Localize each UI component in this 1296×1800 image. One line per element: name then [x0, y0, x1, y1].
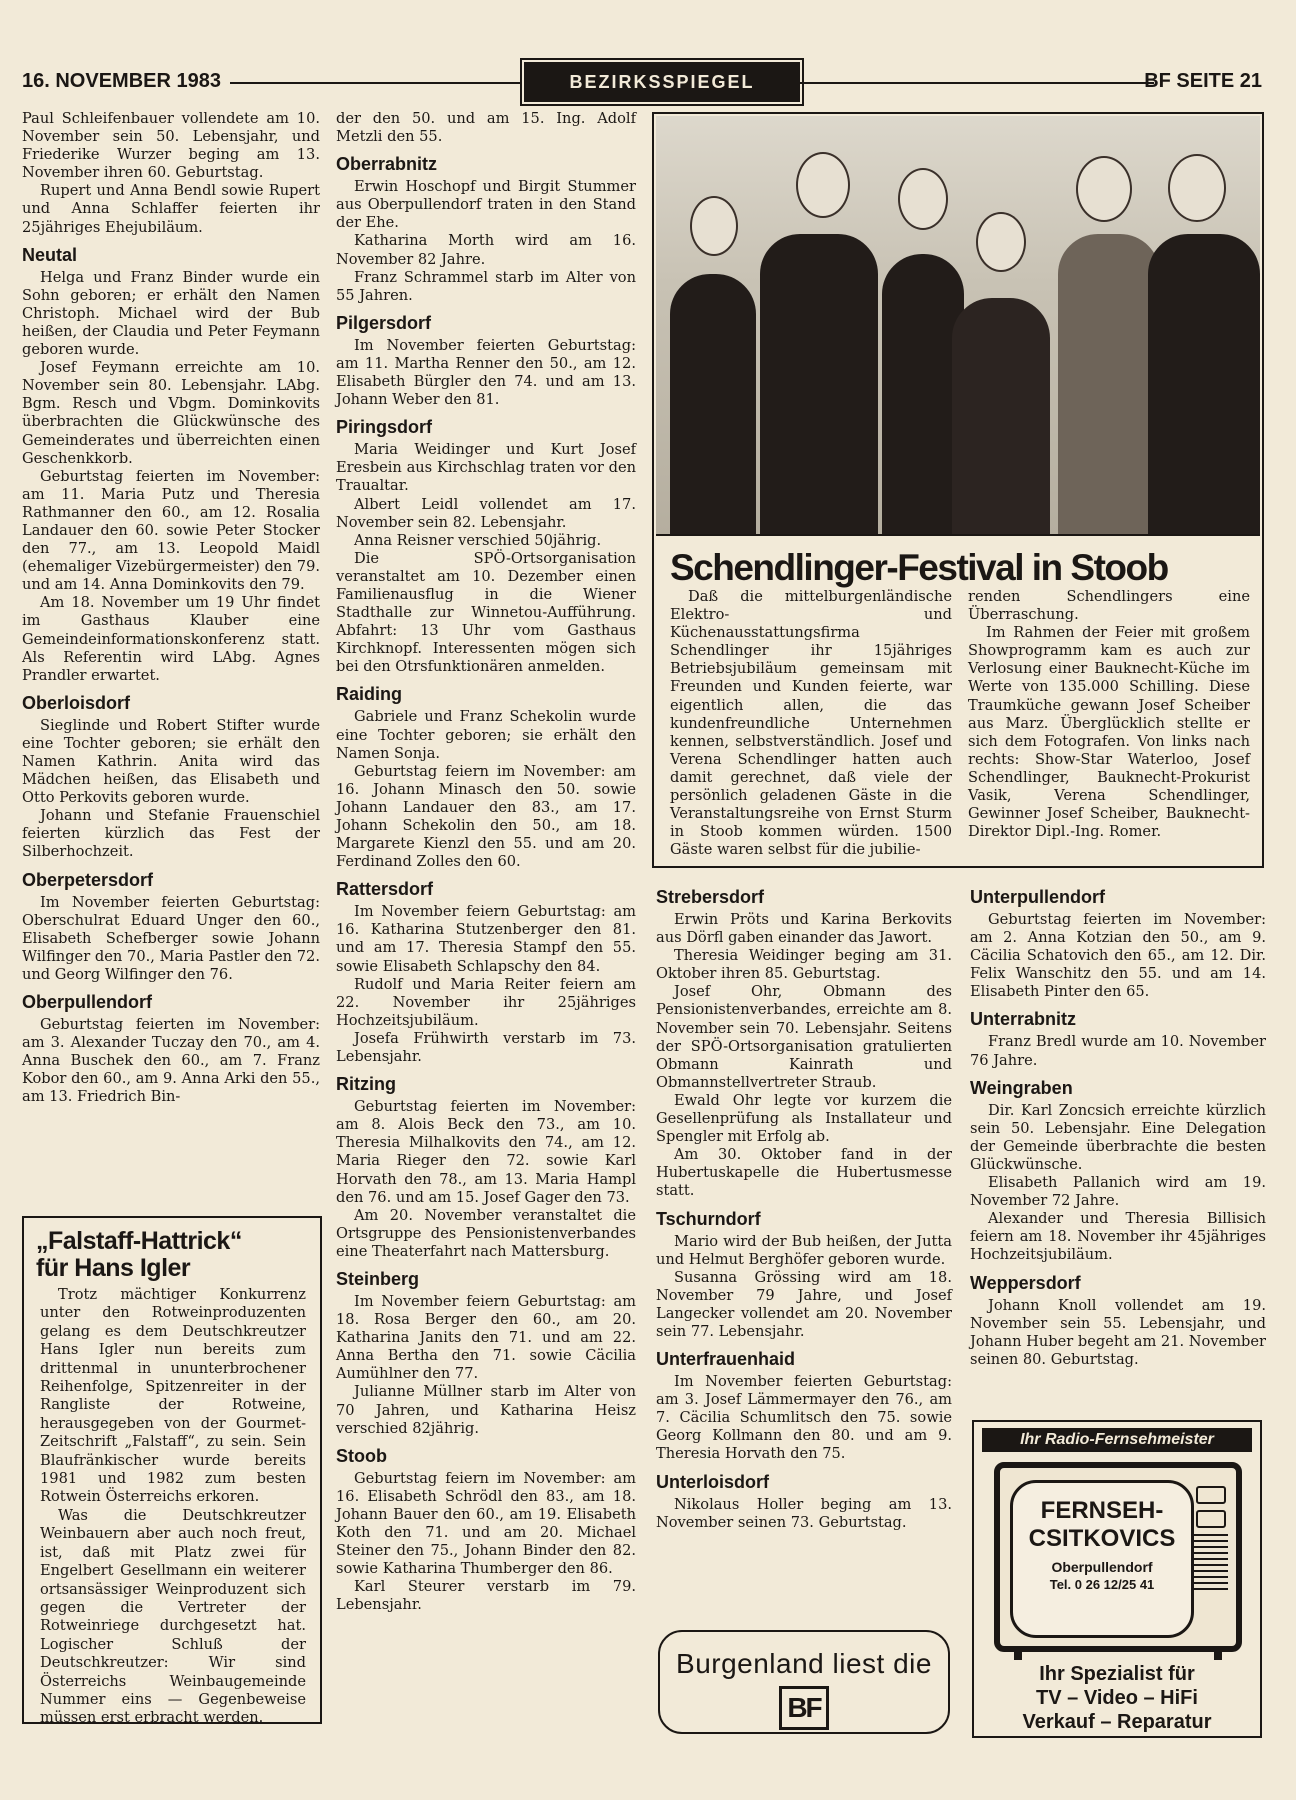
- photo-person: [1148, 234, 1260, 534]
- shop-name-line2: CSITKOVICS: [1028, 1525, 1176, 1552]
- paragraph: Josef Ohr, Obmann des Pensionistenverbandes, erreichte am 8. November sein 70. Lebensjahr. Seitens der SPÖ-Ortsorganisation gratulierten Obmann Kainrath und Obmannstellvertreter Straub.: [656, 983, 952, 1091]
- falstaff-headline-line2: für Hans Igler: [36, 1254, 191, 1282]
- tv-leg: [1014, 1650, 1022, 1660]
- paragraph: Erwin Pröts und Karina Berkovits aus Dörfl gaben einander das Jawort.: [656, 911, 952, 947]
- paragraph: Am 20. November veranstaltet die Ortsgruppe des Pensionistenverbandes eine Theaterfahrt nach Mattersburg.: [336, 1206, 636, 1260]
- paragraph: renden Schendlingers eine Überraschung.: [968, 588, 1250, 624]
- paragraph: Die SPÖ-Ortsorganisation veranstaltet am 10. Dezember einen Familienausflug in die Wiener Stadthalle zur Winnetou-Aufführung. Abfahrt: 13 Uhr vom Gasthaus Kirchknopf. Interessenten mögen sich bei den Otrsfunktionären anmelden.: [336, 549, 636, 676]
- paragraph: Johann Knoll vollendet am 19. November sein 55. Lebensjahr, und Johann Huber begeht am 21. November seinen 80. Geburtstag.: [970, 1296, 1267, 1368]
- bf-ad-text: Burgenland liest die: [676, 1648, 932, 1679]
- heading-unterloisdorf: Unterloisdorf: [656, 1471, 770, 1492]
- paragraph: Josef Feymann erreichte am 10. November sein 80. Lebensjahr. LAbg. Bgm. Resch und Vbgm. Dominkovits überbrachten die Glückwünsche des Gemeinderates und überreichten einen Geschenkkorb.: [22, 359, 320, 467]
- heading-piringsdorf: Piringsdorf: [336, 417, 433, 438]
- photo-face: [898, 168, 948, 230]
- tv-shop-advertisement: [972, 1420, 1262, 1738]
- paragraph: Helga und Franz Binder wurde ein Sohn geboren; er erhält den Namen Christoph. Michael wird der Bub heißen, der Claudia und Peter Feymann geboren wurde.: [22, 268, 320, 359]
- photo-person: [1058, 234, 1160, 534]
- header-rule-right: [798, 82, 1154, 84]
- paragraph: Im November feiern Geburtstag: am 16. Katharina Stutzenberger den 81. und am 17. Theresia Stampf den 55. sowie Elisabeth Schlapschy den 84.: [336, 903, 636, 975]
- issue-date: 16. NOVEMBER 1983: [22, 70, 221, 92]
- paragraph: Erwin Hoschopf und Birgit Stummer aus Oberpullendorf traten in den Stand der Ehe.: [336, 178, 636, 232]
- paragraph: Daß die mittelburgenländische Elektro- und Küchenausstattungsfirma Schendlinger ihr 15jähriges Betriebsjubiläum gemeinsam mit Freunden und Kunden feierte, war eigentlich allen, die das kundenfreundliche Unternehmen kennen, selbstverständlich. Josef und Verena Schendlinger hatten auch damit gerechnet, daß viele der persönlich geladenen Gäste in die Veranstaltungsreihe von Ernst Sturm in Stoob kommen würden. 1500 Gäste waren selbst für die jubilie-: [670, 588, 952, 859]
- paragraph: Theresia Weidinger beging am 31. Oktober ihren 85. Geburtstag.: [656, 947, 952, 983]
- photo-face: [796, 152, 850, 218]
- section-badge: BEZIRKSSPIEGEL: [524, 62, 800, 102]
- page-header: [22, 62, 1262, 104]
- tv-ad-banner: Ihr Radio-Fernsehmeister: [982, 1428, 1252, 1452]
- paragraph: Elisabeth Pallanich wird am 19. November 72 Jahre.: [970, 1174, 1266, 1210]
- falstaff-article-box: [22, 1216, 322, 1727]
- heading-unterpullendorf: Unterpullendorf: [970, 887, 1105, 907]
- column-1: [22, 110, 320, 1107]
- paragraph: Im November feierten Geburtstag: am 11. Martha Renner den 50., am 12. Elisabeth Bürgler den 74. und am 13. Johann Weber den 81.: [336, 336, 636, 409]
- falstaff-body: [24, 1286, 320, 1728]
- tv-ad-slogan-line1: Ihr Spezialist für: [1039, 1663, 1195, 1685]
- paragraph: Gabriele und Franz Schekolin wurde eine Tochter geboren; sie erhält den Namen Sonja.: [336, 708, 636, 762]
- photo-face: [1168, 154, 1226, 222]
- tv-knob-icon: [1196, 1486, 1226, 1504]
- paragraph: Geburtstag feiern im November: am 16. Johann Minasch den 50. sowie Johann Landauer den 83., am 17. Johann Schekolin den 50., am 18. Margarete Kienzl den 55. und am 20. Ferdinand Zolles den 60.: [336, 762, 636, 871]
- photo-person: [670, 274, 756, 534]
- tv-leg: [1214, 1650, 1222, 1660]
- tv-ad-slogan-line3: Verkauf – Reparatur: [1022, 1711, 1212, 1733]
- paragraph: Julianne Müllner starb im Alter von 70 Jahren, und Katharina Heisz verschied 82jährig.: [336, 1383, 636, 1437]
- heading-weingraben: Weingraben: [970, 1077, 1073, 1098]
- paragraph: Sieglinde und Robert Stifter wurde eine Tochter geboren; sie erhält den Namen Kathrin. Anita wird das Mädchen heißen, das Elisabeth und Otto Perkovits geboren wurde.: [22, 716, 320, 807]
- paragraph: Im November feiern Geburtstag: am 18. Rosa Berger den 60., am 20. Katharina Janits den 71. und am 22. Anna Bertha den 71. sowie Cäcilia Aumühlner den 77.: [336, 1292, 636, 1383]
- paragraph: Geburtstag feierten im November: am 2. Anna Kotzian den 50., am 9. Cäcilia Schatovich den 65., am 12. Dir. Felix Wanschitz den 55. und am 14. Elisabeth Pinter den 65.: [970, 911, 1266, 1001]
- bf-logo: BF: [779, 1686, 829, 1730]
- paragraph: Nikolaus Holler beging am 13. November seinen 73. Geburtstag.: [656, 1495, 952, 1531]
- falstaff-headline: [36, 1228, 320, 1282]
- tv-ad-slogan: [974, 1662, 1260, 1734]
- photo-person: [760, 234, 878, 534]
- paragraph: Dir. Karl Zoncsich erreichte kürzlich sein 50. Lebensjahr. Eine Delegation der Gemeinde überbrachte die besten Glückwünsche.: [970, 1101, 1266, 1173]
- paragraph: Albert Leidl vollendet am 17. November sein 82. Lebensjahr.: [336, 495, 636, 531]
- paragraph: Geburtstag feiern im November: am 16. Elisabeth Schrödl den 83., am 18. Johann Bauer den 60., am 19. Elisabeth Koth den 71. und am 20. Michael Steiner den 75., Johann Binder den 82. sowie Katharina Thumberger den 86.: [336, 1469, 636, 1578]
- tv-controls: [1194, 1482, 1228, 1590]
- paragraph: Geburtstag feierten im November: am 11. Maria Putz und Theresia Rathmanner den 60., am 12. Rosalia Landauer den 60. sowie Peter Stocker den 77., am 13. Leopold Maidl (ehemaliger Vizebürgermeister) den 79. und am 14. Anna Dominkovits den 79.: [22, 467, 320, 594]
- shop-phone: Tel. 0 26 12/25 41: [1049, 1577, 1155, 1592]
- paragraph: Ewald Ohr legte vor kurzem die Gesellenprüfung als Installateur und Spengler mit Erfolg ab.: [656, 1091, 952, 1146]
- tv-speaker-grille: [1194, 1534, 1228, 1590]
- paragraph: Johann und Stefanie Frauenschiel feierten kürzlich das Fest der Silberhochzeit.: [22, 807, 320, 861]
- paragraph: Geburtstag feierten im November: am 8. Alois Beck den 73., am 10. Theresia Milhalkovits den 74., am 12. Maria Rieger den 72. sowie Karl Horvath den 78., am 13. Maria Hampl den 76. und am 15. Josef Gager den 73.: [336, 1098, 636, 1206]
- festival-headline: Schendlinger-Festival in Stoob: [670, 547, 1168, 588]
- heading-unterfrauenhaid: Unterfrauenhaid: [656, 1349, 796, 1370]
- festival-column-a: [670, 588, 952, 859]
- paragraph: Im November feierten Geburtstag: am 3. Josef Lämmermayer den 76., am 7. Cäcilia Schumlitsch den 75. sowie Georg Kollmann den 80. und am 9. Theresia Horvath den 75.: [656, 1373, 952, 1463]
- paragraph: Mario wird der Bub heißen, der Jutta und Helmut Berghöfer geboren wurde.: [656, 1232, 952, 1268]
- photo-person: [952, 298, 1050, 534]
- shop-name-line1: FERNSEH-: [1040, 1497, 1164, 1524]
- heading-weppersdorf: Weppersdorf: [970, 1272, 1081, 1293]
- column-3: [656, 886, 952, 1532]
- paragraph: Am 18. November um 19 Uhr findet im Gasthaus Klauber eine Gemeindeinformationskonferenz statt. Als Referentin wird LAbg. Agnes Prandler erwartet.: [22, 594, 320, 684]
- heading-tschurndorf: Tschurndorf: [656, 1208, 761, 1229]
- paragraph: Franz Bredl wurde am 10. November 76 Jahre.: [970, 1033, 1266, 1069]
- paragraph: Alexander und Theresia Billisich feiern am 18. November ihr 45jähriges Hochzeitsjubiläum.: [970, 1210, 1266, 1264]
- festival-text: [652, 536, 1264, 594]
- tv-screen: [1010, 1480, 1194, 1638]
- photo-face: [690, 196, 738, 256]
- paragraph: Im Rahmen der Feier mit großem Showprogramm kam es auch zur Verlosung einer Bauknecht-Küche im Werte von 135.000 Schilling. Diese Traumküche gewann Josef Scheiber aus Marz. Überglücklich stellte er sich dem Fotografen. Von links nach rechts: Show-Star Waterloo, Josef Schendlinger, Bauknecht-Prokurist Vasik, Verena Schendlinger, Gewinner Josef Scheiber, Bauknecht-Direktor Dipl.-Ing. Romer.: [968, 624, 1250, 841]
- heading-oberloisdorf: Oberloisdorf: [22, 692, 131, 713]
- heading-oberpetersdorf: Oberpetersdorf: [22, 869, 154, 890]
- paragraph: Am 30. Oktober fand in der Hubertuskapelle die Hubertusmesse statt.: [656, 1146, 952, 1200]
- shop-town: Oberpullendorf: [1051, 1559, 1153, 1575]
- paragraph: Maria Weidinger und Kurt Josef Eresbein aus Kirchschlag traten vor den Traualtar.: [336, 441, 636, 495]
- television-icon: [994, 1462, 1242, 1652]
- paragraph: Susanna Grössing wird am 18. November 79 Jahre, und Josef Langecker vollendet am 20. November sein 77. Lebensjahr.: [656, 1268, 952, 1340]
- paragraph: Katharina Morth wird am 16. November 82 Jahre.: [336, 232, 636, 268]
- festival-column-b: [968, 588, 1250, 841]
- heading-strebersdorf: Strebersdorf: [656, 887, 765, 907]
- heading-stoob: Stoob: [336, 1445, 387, 1466]
- paragraph: Franz Schrammel starb im Alter von 55 Jahren.: [336, 268, 636, 304]
- heading-rattersdorf: Rattersdorf: [336, 879, 434, 900]
- photo-face: [976, 212, 1026, 272]
- tv-knob-icon: [1196, 1510, 1226, 1528]
- paragraph: Paul Schleifenbauer vollendete am 10. November sein 50. Lebensjahr, und Friederike Wurzer beging am 13. November ihren 60. Geburtstag.: [22, 110, 320, 182]
- heading-pilgersdorf: Pilgersdorf: [336, 312, 432, 333]
- paragraph: Karl Steurer verstarb im 79. Lebensjahr.: [336, 1578, 636, 1614]
- heading-raiding: Raiding: [336, 684, 402, 705]
- heading-oberpullendorf: Oberpullendorf: [22, 992, 152, 1013]
- paragraph: Was die Deutschkreutzer Weinbauern aber auch noch freut, ist, daß mit Platz zwei für Engelbert Gesellmann ein weiterer ortsansässiger Weinproduzent sich gegen die Vertreter der Rotweinriege durchgesetzt hat. Logischer Schluß der Deutschkreutzer: Wir sind Österreichs Weinbaugemeinde Nummer eins — Gegenbeweise müssen erst erbracht werden.: [40, 1506, 306, 1727]
- page-number: BF SEITE 21: [1144, 70, 1262, 92]
- paragraph: Josefa Frühwirth verstarb im 73. Lebensjahr.: [336, 1029, 636, 1066]
- column-2: [336, 110, 636, 1614]
- paragraph: der den 50. und am 15. Ing. Adolf Metzli den 55.: [336, 110, 636, 146]
- paragraph: Trotz mächtiger Konkurrenz unter den Rotweinproduzenten gelang es dem Deutschkreutzer Hans Igler nun bereits zum drittenmal in ununterbrochener Reihenfolge, Spitzenreiter in der Rangliste der Rotweine, herausgegeben von der Gourmet-Zeitschrift „Falstaff“, zu sein. Sein Blaufränkischer wurde bereits 1981 und 1982 zum besten Rotwein Österreichs erkoren.: [40, 1286, 306, 1506]
- heading-steinberg: Steinberg: [336, 1268, 420, 1289]
- paragraph: Rupert und Anna Bendl sowie Rupert und Anna Schlaffer feierten ihr 25jähriges Ehejubiläum.: [22, 182, 320, 236]
- heading-ritzing: Ritzing: [336, 1074, 396, 1095]
- header-rule-left: [230, 82, 522, 84]
- tv-legs: [1014, 1650, 1222, 1662]
- column-4: [970, 886, 1266, 1369]
- heading-neutal: Neutal: [22, 244, 78, 265]
- paragraph: Geburtstag feierten im November: am 3. Alexander Tuczay den 70., am 4. Anna Buschek den 60., am 7. Franz Kobor den 60., am 9. Anna Arki den 55., am 13. Friedrich Bin-: [22, 1016, 320, 1106]
- paragraph: Anna Reisner verschied 50jährig.: [354, 531, 602, 549]
- falstaff-headline-line1: „Falstaff-Hattrick“: [36, 1227, 242, 1255]
- bf-advertisement: [658, 1630, 950, 1734]
- paragraph: Rudolf und Maria Reiter feiern am 22. November ihr 25jähriges Hochzeitsjubiläum.: [336, 975, 636, 1029]
- heading-unterrabnitz: Unterrabnitz: [970, 1009, 1077, 1030]
- paragraph: Im November feierten Geburtstag: Oberschulrat Eduard Unger den 60., Elisabeth Schefberger sowie Johann Wilfinger den 70., Maria Pastler den 72. und Georg Wilfinger den 76.: [22, 893, 320, 983]
- shop-name: [1013, 1497, 1191, 1553]
- tv-ad-slogan-line2: TV – Video – HiFi: [1036, 1687, 1198, 1709]
- heading-oberrabnitz: Oberrabnitz: [336, 154, 438, 175]
- photo-face: [1076, 156, 1132, 222]
- group-photo: [656, 116, 1260, 536]
